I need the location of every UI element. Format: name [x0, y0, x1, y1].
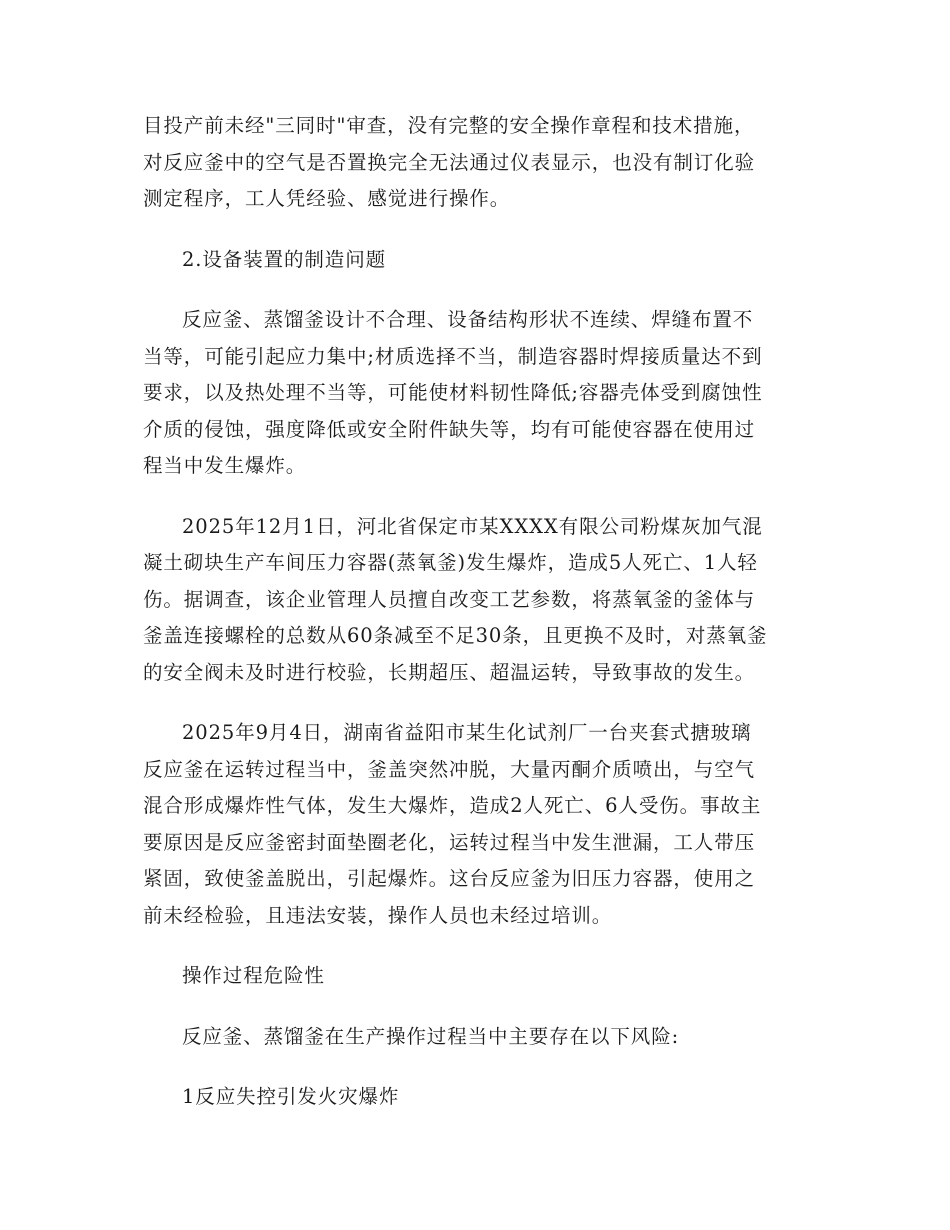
text-line: 2025年12月1日，河北省保定市某XXXX有限公司粉煤灰加气混	[182, 514, 763, 538]
text-line: 测定程序，工人凭经验、感觉进行操作。	[143, 187, 511, 210]
text-line: 的安全阀未及时进行校验，长期超压、超温运转，导致事故的发生。	[143, 660, 756, 684]
section-heading-runaway-reaction	[143, 1079, 810, 1116]
heading-text: 操作过程危险性	[182, 964, 325, 987]
text-line: 对反应釜中的空气是否置换完全无法通过仪表显示，也没有制订化验	[143, 150, 756, 174]
paragraph-case-hebei	[143, 509, 810, 692]
heading-text: 2.设备装置的制造问题	[182, 247, 387, 271]
text-line: 紧固，致使釜盖脱出，引起爆炸。这台反应釜为旧压力容器，使用之	[143, 867, 756, 890]
text-line: 凝土砌块生产车间压力容器(蒸氧釜)发生爆炸，造成5人死亡、1人轻	[143, 551, 758, 574]
text-line: 混合形成爆炸性气体，发生大爆炸，造成2人死亡、6人受伤。事故主	[143, 794, 762, 817]
text-line: 反应釜、蒸馏釜设计不合理、设备结构形状不连续、焊缝布置不	[182, 308, 754, 331]
text-line: 要求，以及热处理不当等，可能使材料韧性降低;容器壳体受到腐蚀性	[143, 381, 763, 404]
text-line: 要原因是反应釜密封面垫圈老化，运转过程当中发生泄漏，工人带压	[143, 830, 756, 854]
text-line: 程当中发生爆炸。	[143, 454, 307, 477]
section-heading-operation-hazard	[143, 958, 810, 995]
text-line: 釜盖连接螺栓的总数从60条减至不足30条，且更换不及时，对蒸氧釜	[143, 624, 768, 647]
text-line: 前未经检验，且违法安装，操作人员也未经过培训。	[143, 903, 613, 927]
paragraph-design-issues	[143, 302, 810, 485]
paragraph-risk-intro	[143, 1019, 810, 1056]
text-line: 伤。据调查，该企业管理人员擅自改变工艺参数，将蒸氧釜的釜体与	[143, 587, 756, 611]
text-line: 2025年9月4日，湖南省益阳市某生化试剂厂一台夹套式搪玻璃	[182, 721, 752, 744]
text-line: 目投产前未经"三同时"审查，没有完整的安全操作章程和技术措施，	[143, 114, 755, 137]
section-heading-equipment-manufacturing	[143, 242, 810, 279]
paragraph-approval-review	[143, 108, 810, 218]
heading-text: 1反应失控引发火灾爆炸	[182, 1085, 400, 1108]
text-line: 介质的侵蚀，强度降低或安全附件缺失等，均有可能使容器在使用过	[143, 417, 756, 441]
paragraph-case-hunan	[143, 715, 810, 934]
text-line: 反应釜在运转过程当中，釜盖突然冲脱，大量丙酮介质喷出，与空气	[143, 757, 756, 781]
text-line: 反应釜、蒸馏釜在生产操作过程当中主要存在以下风险:	[182, 1024, 680, 1048]
document-body	[143, 108, 810, 1140]
text-line: 当等，可能引起应力集中;材质选择不当，制造容器时焊接质量达不到	[143, 344, 763, 368]
